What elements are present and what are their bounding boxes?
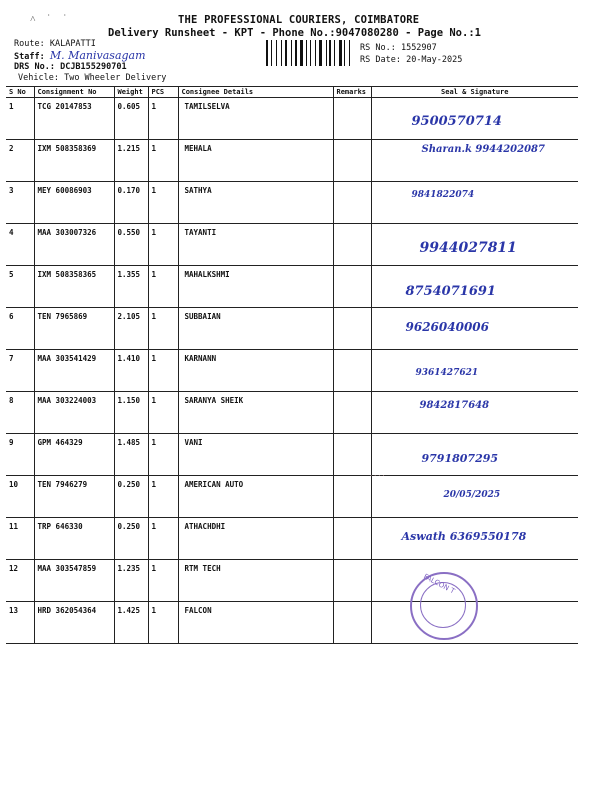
- row-sno: 4: [6, 224, 34, 266]
- barcode-bar: [343, 40, 344, 66]
- barcode-bar: [295, 40, 297, 66]
- row-consignment: MAA 303224003: [34, 392, 114, 434]
- row-sno: 8: [6, 392, 34, 434]
- row-remarks: [333, 518, 371, 560]
- barcode-bar: [306, 40, 307, 66]
- row-weight: 1.485: [114, 434, 148, 476]
- barcode: [266, 40, 352, 66]
- barcode-bar: [323, 40, 325, 66]
- row-pcs: 1: [148, 602, 178, 644]
- row-sno: 11: [6, 518, 34, 560]
- table-row: [6, 434, 578, 476]
- row-consignee: TAYANTI: [178, 224, 333, 266]
- barcode-bar: [329, 40, 331, 66]
- row-weight: 0.605: [114, 98, 148, 140]
- scan-artifact: ˄ ˙ ˙: [30, 14, 70, 25]
- table-row: [6, 266, 578, 308]
- row-seal-signature: [371, 518, 578, 560]
- barcode-bar: [276, 40, 277, 66]
- col-seal: Seal & Signature: [371, 87, 578, 98]
- row-consignee: TAMILSELVA: [178, 98, 333, 140]
- handwritten-signature: 9944027811: [419, 240, 517, 256]
- table-row: [6, 392, 578, 434]
- row-consignment: IXM 508358365: [34, 266, 114, 308]
- stamp-text: FALCON T: [422, 572, 457, 596]
- table-row: [6, 224, 578, 266]
- row-consignee: FALCON: [178, 602, 333, 644]
- row-weight: 0.170: [114, 182, 148, 224]
- row-consignee: MAHALKSHMI: [178, 266, 333, 308]
- rs-date-value: 20-May-2025: [406, 55, 463, 65]
- col-sno: S No: [6, 87, 34, 98]
- handwritten-signature: 9361427621: [415, 368, 479, 378]
- row-consignment: TEN 7965869: [34, 308, 114, 350]
- row-pcs: 1: [148, 476, 178, 518]
- barcode-bar: [326, 40, 327, 66]
- row-seal-signature: [371, 476, 578, 518]
- staff-label: Staff:: [14, 52, 45, 62]
- barcode-bar: [319, 40, 322, 66]
- table-row: [6, 140, 578, 182]
- row-weight: 1.235: [114, 560, 148, 602]
- barcode-bar: [315, 40, 316, 66]
- handwritten-signature: 8754071691: [405, 284, 496, 299]
- table-row: [6, 518, 578, 560]
- row-pcs: 1: [148, 350, 178, 392]
- faint-stamp-impression: · · · ·: [370, 472, 385, 480]
- row-consignment: TEN 7946279: [34, 476, 114, 518]
- table-row: [6, 602, 578, 644]
- row-sno: 7: [6, 350, 34, 392]
- barcode-bar: [300, 40, 303, 66]
- row-weight: 1.425: [114, 602, 148, 644]
- row-consignment: TCG 20147853: [34, 98, 114, 140]
- row-remarks: [333, 392, 371, 434]
- table-row: [6, 560, 578, 602]
- barcode-bar: [344, 40, 345, 66]
- row-consignment: MAA 303541429: [34, 350, 114, 392]
- handwritten-signature: 9500570714: [411, 114, 502, 129]
- row-remarks: [333, 560, 371, 602]
- row-sno: 6: [6, 308, 34, 350]
- barcode-bar: [298, 40, 299, 66]
- rs-date-label: RS Date:: [360, 55, 401, 65]
- col-consignment: Consignment No: [34, 87, 114, 98]
- staff-line: [14, 49, 146, 62]
- row-remarks: [333, 308, 371, 350]
- barcode-bar: [266, 40, 268, 66]
- barcode-bar: [285, 40, 287, 66]
- row-seal-signature: [371, 392, 578, 434]
- barcode-bar: [317, 40, 318, 66]
- col-weight: Weight: [114, 87, 148, 98]
- col-consignee: Consignee Details: [178, 87, 333, 98]
- table-header-row: [6, 87, 578, 98]
- col-pcs: PCS: [148, 87, 178, 98]
- vehicle-value: Two Wheeler Delivery: [64, 73, 167, 83]
- barcode-bar: [332, 40, 333, 66]
- barcode-bar: [273, 40, 276, 66]
- row-pcs: 1: [148, 98, 178, 140]
- row-seal-signature: [371, 308, 578, 350]
- row-pcs: 1: [148, 224, 178, 266]
- row-sno: 12: [6, 560, 34, 602]
- row-consignment: HRD 362054364: [34, 602, 114, 644]
- row-sno: 13: [6, 602, 34, 644]
- row-consignment: MEY 60086903: [34, 182, 114, 224]
- handwritten-signature: Aswath 6369550178: [401, 530, 527, 543]
- barcode-bar: [349, 40, 350, 66]
- vehicle-line: [18, 73, 166, 83]
- row-consignment: GPM 464329: [34, 434, 114, 476]
- row-consignment: MAA 303007326: [34, 224, 114, 266]
- barcode-bar: [271, 40, 272, 66]
- barcode-bar: [336, 40, 338, 66]
- row-weight: 1.410: [114, 350, 148, 392]
- barcode-bar: [281, 40, 282, 66]
- handwritten-signature: 9841822074: [411, 190, 475, 200]
- row-remarks: [333, 602, 371, 644]
- row-consignee: RTM TECH: [178, 560, 333, 602]
- row-consignee: MEHALA: [178, 140, 333, 182]
- row-pcs: 1: [148, 434, 178, 476]
- row-weight: 1.150: [114, 392, 148, 434]
- barcode-bar: [293, 40, 294, 66]
- row-sno: 10: [6, 476, 34, 518]
- row-pcs: 1: [148, 392, 178, 434]
- drs-value: DCJB155290701: [60, 62, 127, 72]
- row-seal-signature: [371, 350, 578, 392]
- table-row: [6, 308, 578, 350]
- row-consignee: VANI: [178, 434, 333, 476]
- table-row: [6, 98, 578, 140]
- row-seal-signature: [371, 140, 578, 182]
- barcode-bar: [351, 40, 352, 66]
- table-row: [6, 182, 578, 224]
- handwritten-signature: Sharan.k 9944202087: [421, 144, 545, 155]
- drs-label: DRS No.:: [14, 62, 55, 72]
- row-consignment: IXM 508358369: [34, 140, 114, 182]
- rs-no-value: 1552907: [400, 43, 437, 53]
- company-title: THE PROFESSIONAL COURIERS, COIMBATORE: [178, 14, 420, 26]
- row-weight: 1.215: [114, 140, 148, 182]
- row-remarks: [333, 224, 371, 266]
- barcode-bar: [283, 40, 284, 66]
- row-consignee: KARNANN: [178, 350, 333, 392]
- handwritten-signature: 9791807295: [421, 452, 499, 465]
- row-consignee: SUBBAIAN: [178, 308, 333, 350]
- row-sno: 1: [6, 98, 34, 140]
- row-seal-signature: [371, 98, 578, 140]
- table-row: [6, 476, 578, 518]
- barcode-bar: [327, 40, 328, 66]
- row-pcs: 1: [148, 518, 178, 560]
- row-sno: 2: [6, 140, 34, 182]
- row-consignment: MAA 303547859: [34, 560, 114, 602]
- row-seal-signature: [371, 266, 578, 308]
- handwritten-signature: 9842817648: [419, 400, 490, 411]
- row-remarks: [333, 98, 371, 140]
- row-sno: 5: [6, 266, 34, 308]
- row-seal-signature: [371, 224, 578, 266]
- col-remarks: Remarks: [333, 87, 371, 98]
- row-remarks: [333, 434, 371, 476]
- rs-no-label: RS No.:: [360, 43, 396, 53]
- row-remarks: [333, 350, 371, 392]
- handwritten-signature: 20/05/2025: [443, 490, 501, 500]
- runsheet-title: Delivery Runsheet - KPT - Phone No.:9047080280 - Page No.:1: [108, 27, 481, 39]
- row-pcs: 1: [148, 560, 178, 602]
- rs-date-line: [360, 55, 462, 65]
- company-seal-stamp: [410, 572, 478, 640]
- row-seal-signature: [371, 182, 578, 224]
- row-pcs: 1: [148, 308, 178, 350]
- barcode-bar: [310, 40, 311, 66]
- row-consignment: TRP 646330: [34, 518, 114, 560]
- barcode-bar: [312, 40, 314, 66]
- staff-value: M. Manivasagam: [49, 49, 146, 62]
- row-remarks: [333, 140, 371, 182]
- barcode-bar: [278, 40, 280, 66]
- row-sno: 3: [6, 182, 34, 224]
- row-consignee: ATHACHDHI: [178, 518, 333, 560]
- route-value: KALAPATTI: [49, 39, 96, 49]
- route-label: Route:: [14, 39, 45, 49]
- row-sno: 9: [6, 434, 34, 476]
- handwritten-signature: 9626040006: [405, 320, 489, 334]
- row-weight: 1.355: [114, 266, 148, 308]
- barcode-bar: [288, 40, 291, 66]
- route-line: [14, 39, 96, 49]
- runsheet-table: [6, 86, 578, 644]
- row-weight: 2.105: [114, 308, 148, 350]
- barcode-bar: [308, 40, 310, 66]
- row-consignee: SARANYA SHEIK: [178, 392, 333, 434]
- barcode-bar: [291, 40, 292, 66]
- vehicle-label: Vehicle:: [18, 73, 59, 83]
- barcode-bar: [339, 40, 342, 66]
- row-weight: 0.250: [114, 476, 148, 518]
- drs-line: [14, 62, 127, 72]
- row-seal-signature: [371, 434, 578, 476]
- barcode-bar: [269, 40, 270, 66]
- barcode-bar: [334, 40, 335, 66]
- row-remarks: [333, 266, 371, 308]
- row-consignee: SATHYA: [178, 182, 333, 224]
- row-remarks: [333, 476, 371, 518]
- table-row: [6, 350, 578, 392]
- row-weight: 0.550: [114, 224, 148, 266]
- barcode-bar: [346, 40, 348, 66]
- row-pcs: 1: [148, 182, 178, 224]
- row-remarks: [333, 182, 371, 224]
- row-consignee: AMERICAN AUTO: [178, 476, 333, 518]
- barcode-bar: [304, 40, 305, 66]
- row-weight: 0.250: [114, 518, 148, 560]
- row-pcs: 1: [148, 266, 178, 308]
- rs-no-line: [360, 43, 437, 53]
- row-pcs: 1: [148, 140, 178, 182]
